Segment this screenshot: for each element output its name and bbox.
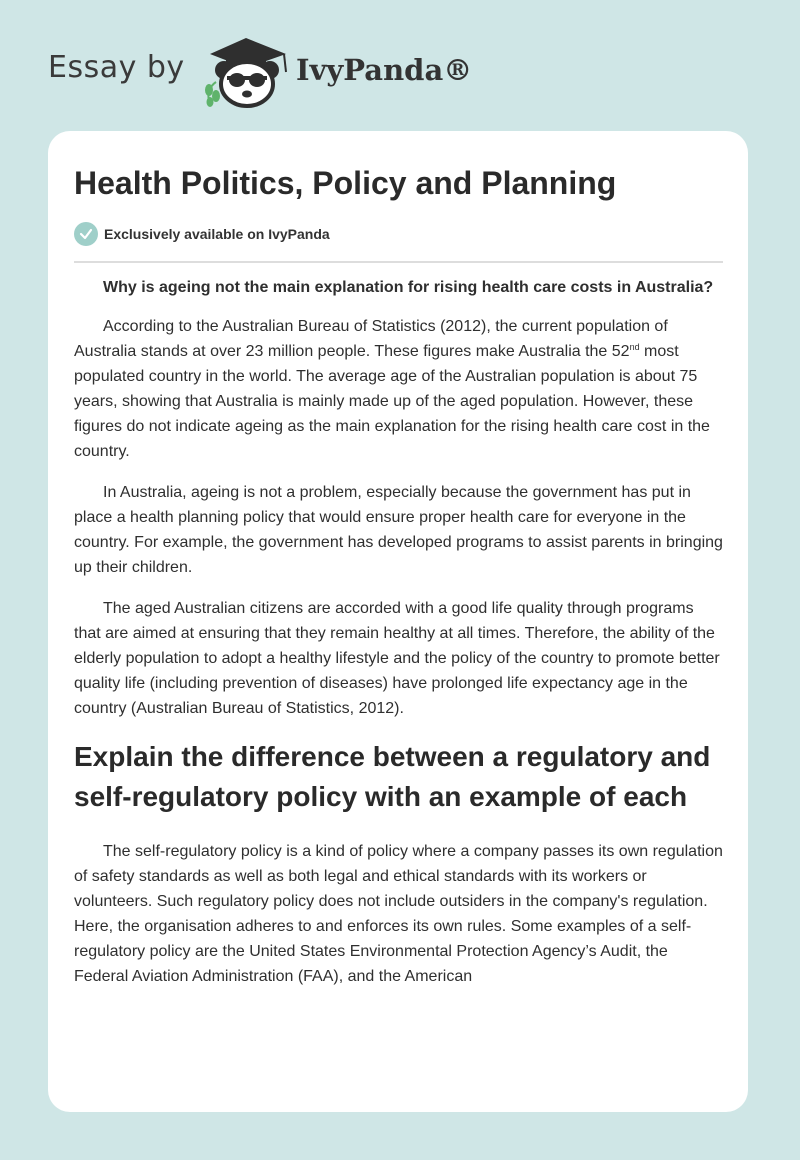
panda-graduate-logo-icon[interactable]	[200, 34, 294, 110]
article-card	[48, 131, 748, 1112]
check-icon	[74, 222, 98, 246]
exclusive-label: Exclusively available on IvyPanda	[104, 226, 330, 242]
essay-by-label: Essay by	[48, 50, 185, 85]
paragraph-2: In Australia, ageing is not a problem, especially because the government has put in place a health planning policy that would ensure proper health care for everyone in the country. For example, the government has developed programs to assist parents in bringing up their children.	[74, 484, 723, 576]
brand-header	[0, 0, 800, 125]
exclusive-badge	[74, 221, 330, 247]
brand-name[interactable]: IvyPanda®	[296, 53, 473, 87]
paragraph-3: The aged Australian citizens are accorded with a good life quality through programs that are aimed at ensuring that they remain healthy at all times. Therefore, the ability of the elderly population to adopt a healthy lifestyle and the policy of the country to promote better quality life (including prevention of diseases) have prolonged life expectancy age in the country (Australian Bureau of Statistics, 2012).	[74, 600, 720, 717]
article-title: Health Politics, Policy and Planning	[74, 165, 617, 201]
paragraph-1-text: According to the Australian Bureau of Statistics (2012), the current population of Australia stands at over 23 million people. These figures make Australia the 52	[74, 318, 668, 360]
section-heading: Explain the difference between a regulatory and self-regulatory policy with an example of each	[74, 741, 711, 812]
paragraph-4: The self-regulatory policy is a kind of policy where a company passes its own regulation of safety standards as well as both legal and ethical standards with its workers or volunteers. Such regulatory policy does not include outsiders in the company's regulation. Here, the organisation adheres to and enforces its own rules. Some examples of a self-regulatory policy are the United States Environmental Protection Agency’s Audit, the Federal Aviation Administration (FAA), and the American	[74, 843, 723, 985]
article-body	[74, 275, 723, 1005]
title-divider	[74, 261, 723, 263]
paragraph-1-text-rest: most populated country in the world. The average age of the Australian population is about 75 years, showing that Australia is mainly made up of the aged population. However, these figures do not indicate ageing as the main explanation for the rising health care cost in the country.	[74, 343, 710, 460]
ordinal-suffix: nd	[629, 342, 640, 352]
paragraph-1	[74, 314, 723, 464]
question-heading: Why is ageing not the main explanation for rising health care costs in Australia?	[103, 279, 714, 296]
